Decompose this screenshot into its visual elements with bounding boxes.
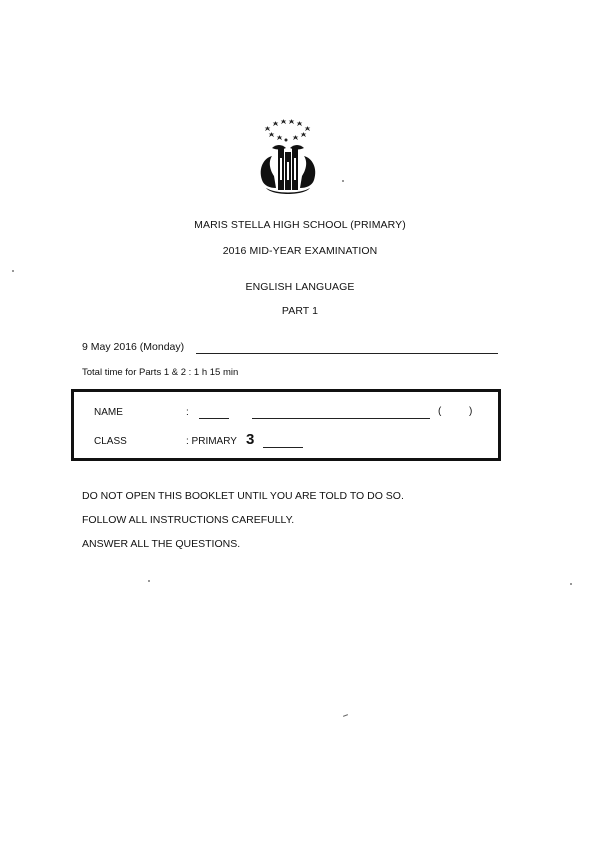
instruction-line: FOLLOW ALL INSTRUCTIONS CAREFULLY. xyxy=(82,514,295,526)
scan-speck xyxy=(343,714,348,717)
scan-speck xyxy=(342,180,344,182)
index-close-paren: ) xyxy=(469,406,473,417)
class-level: 3 xyxy=(246,431,255,448)
index-open-paren: ( xyxy=(438,406,442,417)
part-title: PART 1 xyxy=(281,305,319,317)
school-name: MARIS STELLA HIGH SCHOOL (PRIMARY) xyxy=(194,219,406,231)
scan-speck xyxy=(12,270,14,272)
total-time: Total time for Parts 1 & 2 : 1 h 15 min xyxy=(82,367,239,378)
subject-title: ENGLISH LANGUAGE xyxy=(245,281,355,293)
scan-speck xyxy=(570,583,572,585)
name-label: NAME xyxy=(94,407,123,418)
instruction-line: DO NOT OPEN THIS BOOKLET UNTIL YOU ARE TOLD TO DO SO. xyxy=(82,490,404,502)
instruction-line: ANSWER ALL THE QUESTIONS. xyxy=(82,538,241,550)
exam-title: 2016 MID-YEAR EXAMINATION xyxy=(222,245,378,257)
class-blank-field[interactable] xyxy=(263,447,303,448)
class-prefix: : PRIMARY xyxy=(186,436,237,447)
exam-date: 9 May 2016 (Monday) xyxy=(82,341,185,353)
student-details-box xyxy=(71,389,501,461)
name-blank-short[interactable] xyxy=(199,418,229,419)
name-blank-field[interactable] xyxy=(252,418,430,419)
school-crest-logo xyxy=(252,118,324,200)
scan-speck xyxy=(148,580,150,582)
date-blank-line xyxy=(196,353,498,354)
name-colon: : xyxy=(186,407,189,418)
class-label: CLASS xyxy=(94,436,127,447)
